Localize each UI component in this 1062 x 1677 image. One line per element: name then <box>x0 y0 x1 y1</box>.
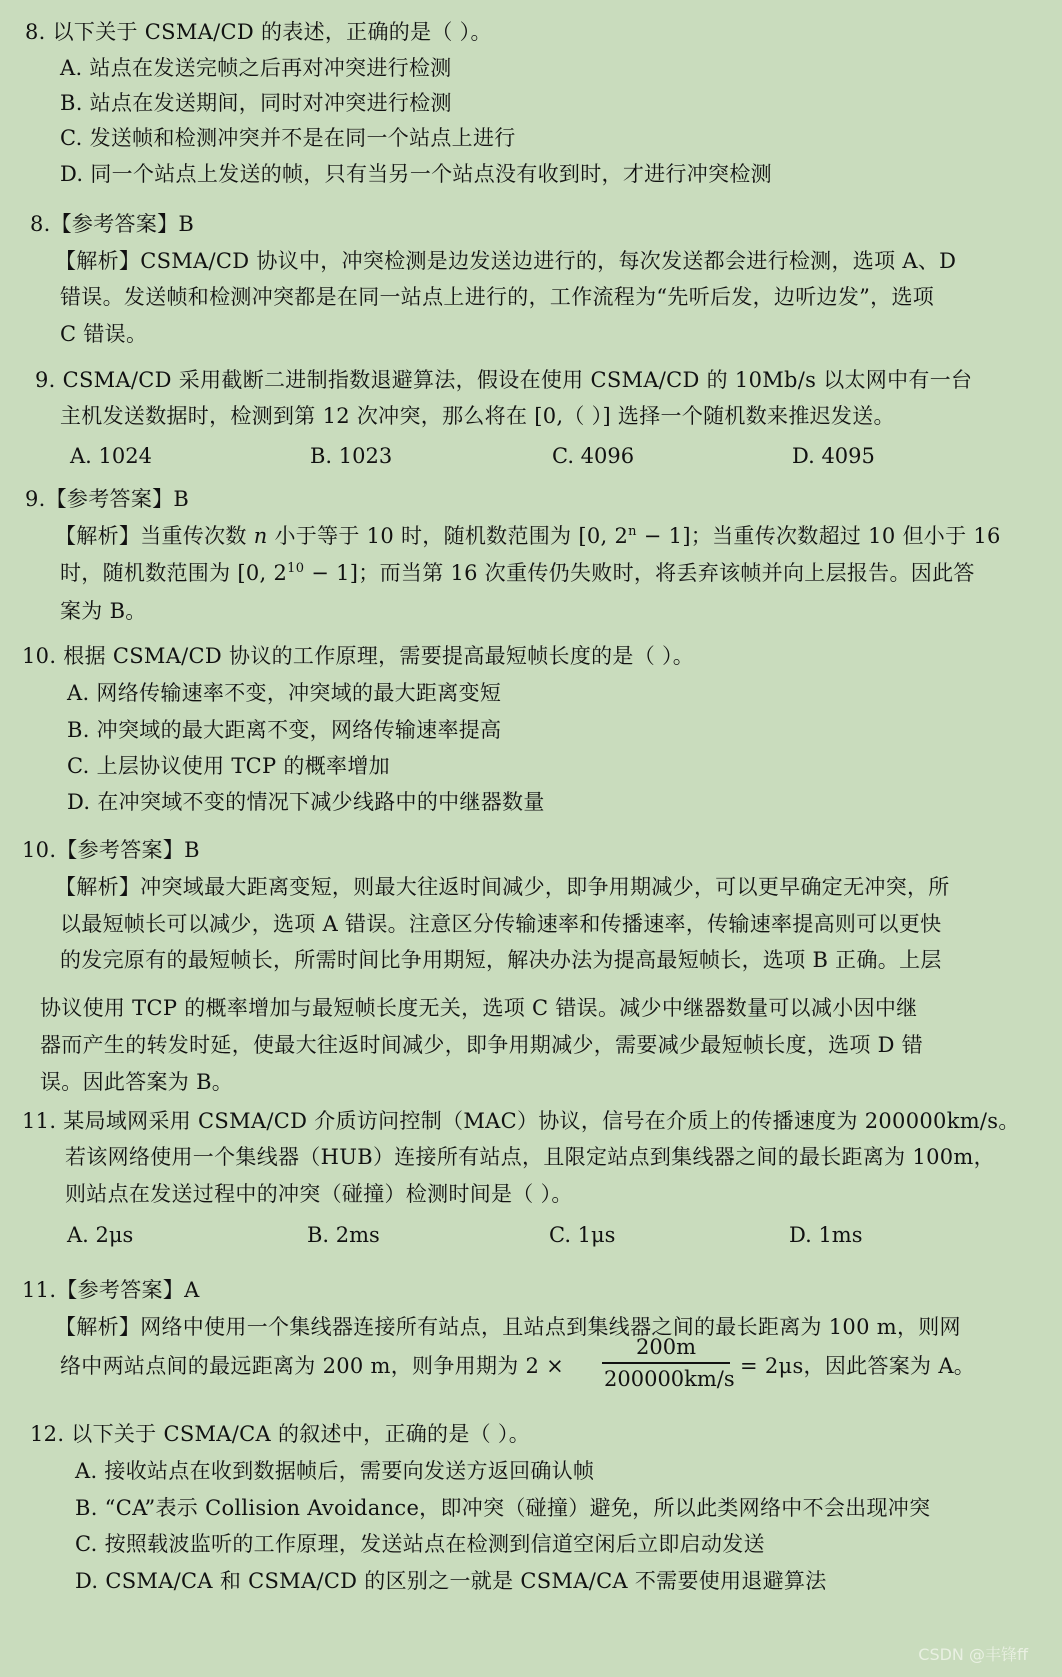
q9-analysis-line: 时，随机数范围为 [0, $2^{10} - 1$]；而当第 16 次重传仍失败时，将丢弃该帧并向上层报告。因此答 <box>60 561 975 585</box>
q10-stem: 10. 根据 CSMA/CD 协议的工作原理，需要提高最短帧长度的是（ ）。 <box>22 644 695 668</box>
q11-fraction <box>602 1334 735 1392</box>
q8-analysis-line: C 错误。 <box>60 322 148 346</box>
q12-option-b: B. “CA”表示 Collision Avoidance，即冲突（碰撞）避免，所以此类网络中不会出现冲突 <box>75 1496 931 1520</box>
q8-option-c: C. 发送帧和检测冲突并不是在同一个站点上进行 <box>60 126 516 150</box>
q12-option-a: A. 接收站点在收到数据帧后，需要向发送方返回确认帧 <box>75 1459 595 1483</box>
q9-option-c: C. 4096 <box>552 444 635 468</box>
q12-option-c: C. 按照载波监听的工作原理，发送站点在检测到信道空闲后立即启动发送 <box>75 1532 765 1556</box>
q9-option-b: B. 1023 <box>310 444 393 468</box>
q11-option-a: A. 2μs <box>67 1223 134 1247</box>
q9-option-a: A. 1024 <box>70 444 152 468</box>
q11-analysis-line: 络中两站点间的最远距离为 200 m，则争用期为 2 × <box>60 1354 565 1378</box>
q10-answer: 10.【参考答案】B <box>22 838 200 862</box>
q9-option-d: D. 4095 <box>792 444 875 468</box>
q11-option-d: D. 1ms <box>789 1223 863 1247</box>
q10-analysis-line: 以最短帧长可以减少，选项 A 错误。注意区分传输速率和传播速率，传输速率提高则可以更快 <box>60 912 942 936</box>
q9-answer: 9.【参考答案】B <box>25 487 190 511</box>
q11-answer: 11.【参考答案】A <box>22 1278 200 1302</box>
q9-stem: 9. CSMA/CD 采用截断二进制指数退避算法，假设在使用 CSMA/CD 的 10Mb/s 以太网中有一台 <box>35 368 973 392</box>
csdn-watermark: CSDN @丰锋ff <box>918 1645 1028 1664</box>
q10-analysis-line: 【解析】冲突域最大距离变短，则最大往返时间减少，即争用期减少，可以更早确定无冲突，所 <box>55 875 950 899</box>
q11-analysis-line: 【解析】网络中使用一个集线器连接所有站点，且站点到集线器之间的最长距离为 100 m，则网 <box>55 1315 961 1339</box>
q10-option-d: D. 在冲突域不变的情况下减少线路中的中继器数量 <box>67 790 545 814</box>
q10-analysis-line: 的发完原有的最短帧长，所需时间比争用期短，解决办法为提高最短帧长，选项 B 正确。上层 <box>60 948 942 972</box>
q8-analysis-line: 错误。发送帧和检测冲突都是在同一站点上进行的，工作流程为“先听后发，边听边发”，选项 <box>60 285 935 309</box>
q9-analysis-line: 【解析】当重传次数 n 小于等于 10 时，随机数范围为 [0, $2^n - 1$]；当重传次数超过 10 但小于 16 <box>55 524 1001 548</box>
q11-option-b: B. 2ms <box>307 1223 380 1247</box>
q10-option-c: C. 上层协议使用 TCP 的概率增加 <box>67 754 390 778</box>
q11-option-c: C. 1μs <box>549 1223 616 1247</box>
q8-option-d: D. 同一个站点上发送的帧，只有当另一个站点没有收到时，才进行冲突检测 <box>60 162 772 186</box>
q10-option-a: A. 网络传输速率不变，冲突域的最大距离变短 <box>67 681 502 705</box>
q10-analysis-line: 误。因此答案为 B。 <box>40 1070 234 1094</box>
q11-stem: 若该网络使用一个集线器（HUB）连接所有站点，且限定站点到集线器之间的最长距离为 100m， <box>65 1145 995 1169</box>
q11-fraction-numerator: 200m <box>636 1335 696 1359</box>
q11-fraction-bar <box>602 1362 730 1364</box>
q11-stem: 则站点在发送过程中的冲突（碰撞）检测时间是（ ）。 <box>65 1182 573 1206</box>
q12-stem: 12. 以下关于 CSMA/CA 的叙述中，正确的是（ ）。 <box>30 1422 531 1446</box>
q11-analysis-line: = 2μs，因此答案为 A。 <box>740 1354 976 1378</box>
q9-options <box>70 442 970 470</box>
q8-stem: 8. 以下关于 CSMA/CD 的表述，正确的是（ ）。 <box>25 20 492 44</box>
q9-stem: 主机发送数据时，检测到第 12 次冲突，那么将在 [0,（ ）] 选择一个随机数来推迟发送。 <box>60 404 895 428</box>
q11-fraction-denominator: 200000km/s <box>604 1366 735 1391</box>
q8-option-a: A. 站点在发送完帧之后再对冲突进行检测 <box>60 56 452 80</box>
q8-answer: 8.【参考答案】B <box>30 212 195 236</box>
q11-options <box>67 1221 967 1249</box>
q10-analysis-line: 器而产生的转发时延，使最大往返时间减少，即争用期减少，需要减少最短帧长度，选项 D 错 <box>40 1033 924 1057</box>
q10-analysis-line: 协议使用 TCP 的概率增加与最短帧长度无关，选项 C 错误。减少中继器数量可以减小因中继 <box>40 996 918 1020</box>
q8-analysis-line: 【解析】CSMA/CD 协议中，冲突检测是边发送边进行的，每次发送都会进行检测，选项 A、D <box>55 249 957 273</box>
q11-stem: 11. 某局域网采用 CSMA/CD 介质访问控制（MAC）协议，信号在介质上的传播速度为 200000km/s。 <box>22 1109 1020 1133</box>
q8-option-b: B. 站点在发送期间，同时对冲突进行检测 <box>60 91 452 115</box>
q12-option-d: D. CSMA/CA 和 CSMA/CD 的区别之一就是 CSMA/CA 不需要使用退避算法 <box>75 1569 827 1593</box>
q10-option-b: B. 冲突域的最大距离不变，网络传输速率提高 <box>67 718 502 742</box>
q9-analysis-line: 案为 B。 <box>60 599 147 623</box>
